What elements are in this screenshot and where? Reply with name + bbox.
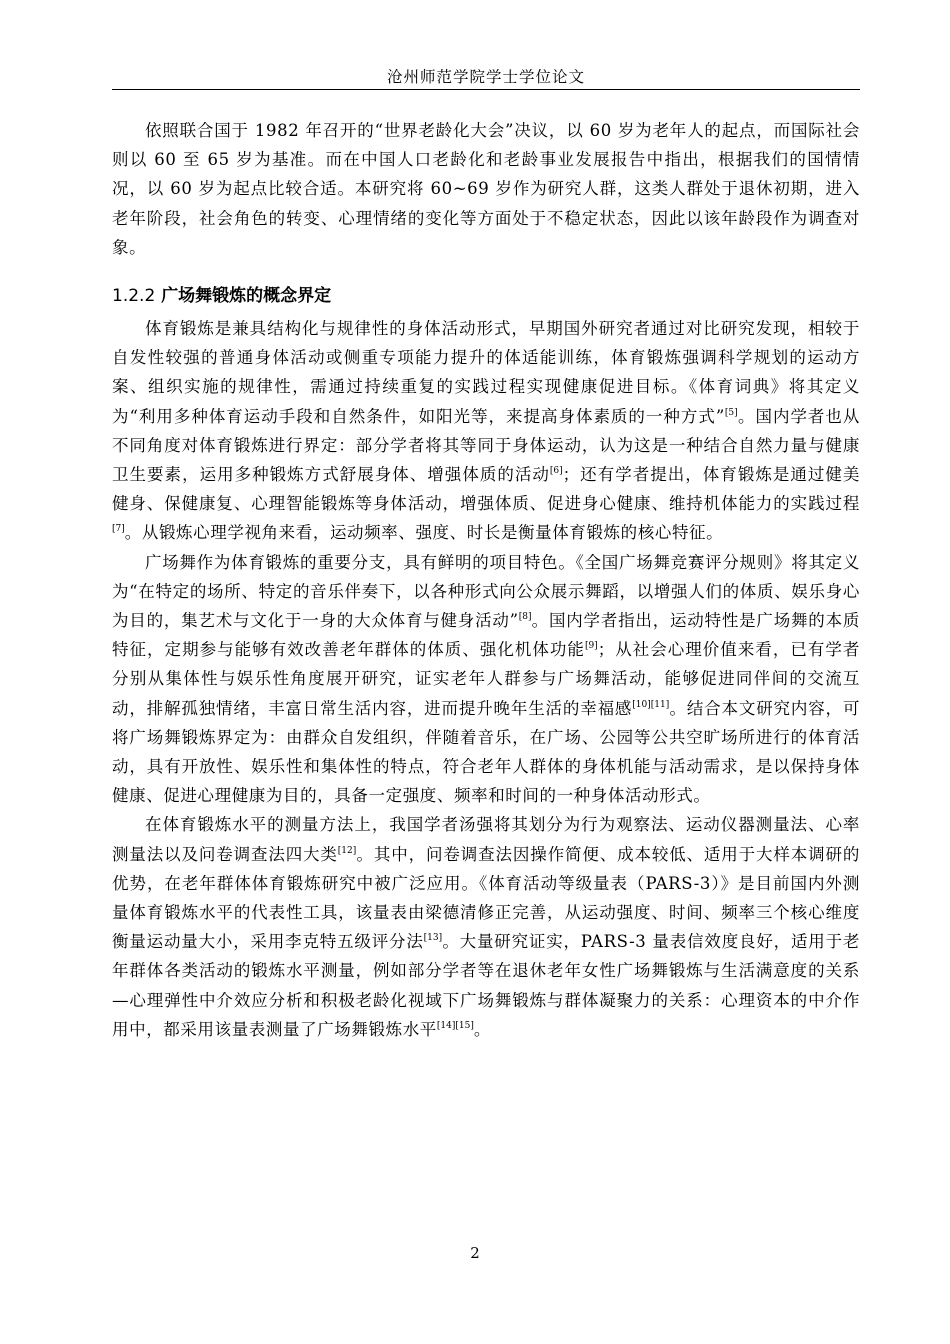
citation-ref: [14][15] xyxy=(436,1020,474,1031)
paragraph-text: 在体育锻炼水平的测量方法上，我国学者汤强将其划分为行为观察法、运动仪器测量法、心率测量法以及问卷调查法四大类 xyxy=(112,815,860,864)
page-body xyxy=(112,116,860,1044)
paragraph-text: 。其中，问卷调查法因操作简便、成本较低、适用于大样本调研的优势，在老年群体体育锻炼研究中被广泛应用。《体育活动等级量表（PARS-3）》是目前国内外测量体育锻炼水平的代表性工具，该量表由梁德清修正完善，从运动强度、时间、频率三个核心维度衡量运动量大小，采用李克特五级评分法 xyxy=(112,844,860,952)
paragraph-text: 。 xyxy=(473,1019,491,1039)
paragraph-text: 。从锻炼心理学视角来看，运动频率、强度、时长是衡量体育锻炼的核心特征。 xyxy=(124,523,724,543)
paragraph-text: 。国内学者指出，运动特性是广场舞的本质特征，定期参与能够有效改善老年群体的体质、强化机体功能 xyxy=(112,611,860,660)
paragraph-text: 。结合本文研究内容，可将广场舞锻炼界定为：由群众自发组织，伴随着音乐，在广场、公园等公共空旷场所进行的体育活动，具有开放性、娱乐性和集体性的特点，符合老年人群体的身体机能与活动需求，是以保持身体健康、促进心理健康为目的，具备一定强度、频率和时间的一种身体活动形式。 xyxy=(112,698,861,806)
paragraph-square-dance-definition xyxy=(112,548,860,811)
citation-ref: [5] xyxy=(724,407,738,418)
section-number: 1.2.2 xyxy=(112,286,156,307)
citation-ref: [8] xyxy=(518,612,532,623)
paragraph-text: ；从社会心理价值来看，已有学者分别从集体性与娱乐性角度展开研究，证实老年人群参与广场舞活动，能够促进同伴间的交流互动，排解孤独情绪，丰富日常生活内容，进而提升晚年生活的幸福感 xyxy=(112,640,861,718)
paragraph-text: 广场舞作为体育锻炼的重要分支，具有鲜明的项目特色。《全国广场舞竞赛评分规则》将其定义为“在特定的场所、特定的音乐伴奏下，以各种形式向公众展示舞蹈，以增强人们的体质、娱乐身心为目的，集艺术与文化于一身的大众体育与健身活动” xyxy=(112,552,860,631)
paragraph-text: 体育锻炼是兼具结构化与规律性的身体活动形式，早期国外研究者通过对比研究发现，相较于自发性较强的普通身体活动或侧重专项能力提升的体适能训练，体育锻炼强调科学规划的运动方案、组织实施的规律性，需通过持续重复的实践过程实现健康促进目标。《体育词典》将其定义为“利用多种体育运动手段和自然条件，如阳光等，来提高身体素质的一种方式” xyxy=(112,319,860,426)
paragraph-measurement-methods xyxy=(112,810,860,1044)
paragraph-exercise-definition xyxy=(112,314,860,548)
citation-ref: [7] xyxy=(112,524,125,535)
paragraph-text: 。大量研究证实，PARS-3 量表信效度良好，适用于老年群体各类活动的锻炼水平测量，例如部分学者等在退休老年女性广场舞锻炼与生活满意度的关系—心理弹性中介效应分析和积极老龄化视域下广场舞锻炼与群体凝聚力的关系：心理资本的中介作用中，都采用该量表测量了广场舞锻炼水平 xyxy=(112,932,860,1039)
page-number: 2 xyxy=(470,1244,480,1262)
citation-ref: [6] xyxy=(549,466,563,477)
citation-ref: [12] xyxy=(337,845,357,856)
paragraph-text: ；还有学者提出，体育锻炼是通过健美健身、保健康复、心理智能锻炼等身体活动，增强体质、促进身心健康、维持机体能力的实践过程 xyxy=(112,465,861,514)
page-header: 沧州师范学院学士学位论文 xyxy=(386,68,585,86)
section-title: 广场舞锻炼的概念界定 xyxy=(161,286,332,307)
citation-ref: [13] xyxy=(423,933,443,944)
citation-ref: [9] xyxy=(584,641,598,652)
paragraph-text: 。国内学者也从不同角度对体育锻炼进行界定：部分学者将其等同于身体运动，认为这是一种结合自然力量与健康卫生要素，运用多种锻炼方式舒展身体、增强体质的活动 xyxy=(112,406,860,485)
section-heading xyxy=(112,284,860,308)
header-divider xyxy=(112,89,860,90)
citation-ref: [10][11] xyxy=(632,699,670,710)
paragraph-age-definition: 依照联合国于 1982 年召开的“世界老龄化大会”决议，以 60 岁为老年人的起点，而国际社会则以 60 至 65 岁为基准。而在中国人口老龄化和老龄事业发展报告中指出，根据我们的国情情况，以 60 岁为起点比较合适。本研究将 60~69 岁作为研究人群，这类人群处于退休初期，进入老年阶段，社会角色的转变、心理情绪的变化等方面处于不稳定状态，因此以该年龄段作为调查对象。 xyxy=(112,121,860,257)
